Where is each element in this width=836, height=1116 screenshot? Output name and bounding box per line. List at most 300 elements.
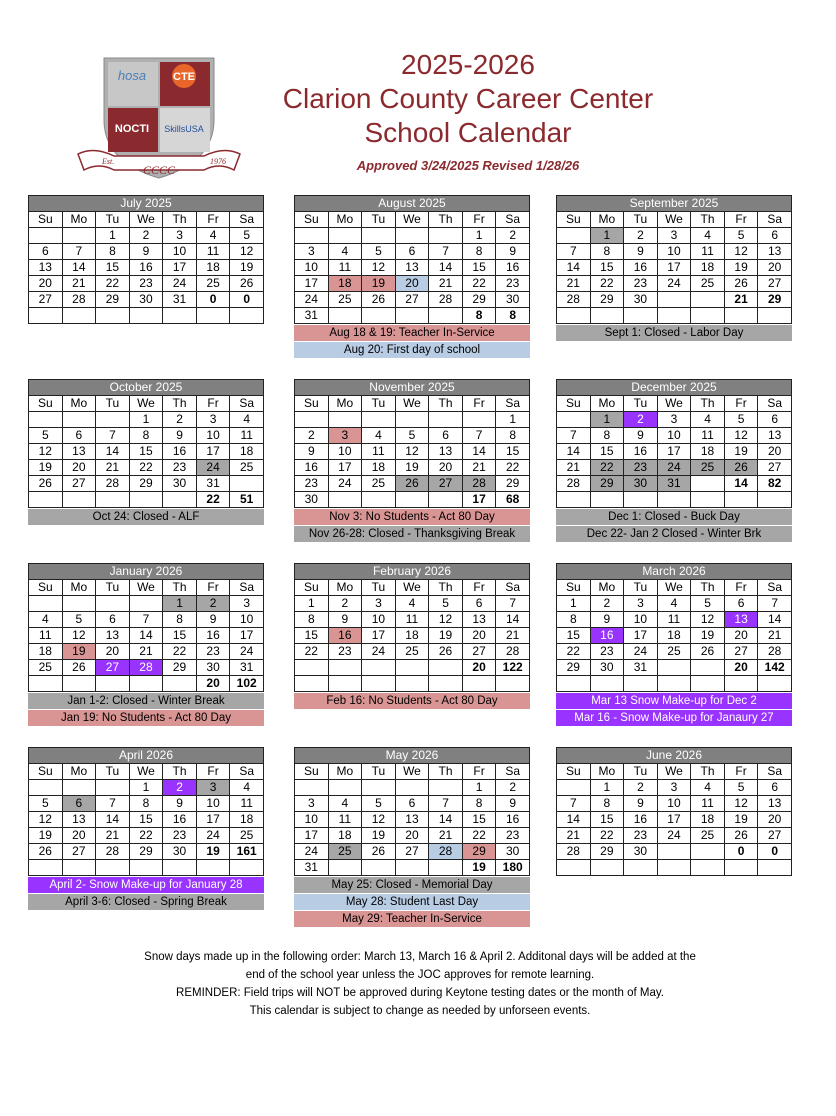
week-row [29, 492, 264, 508]
month-title: March 2026 [556, 563, 792, 579]
empty-cell [691, 492, 725, 508]
day-cell: 5 [362, 244, 396, 260]
day-cell: 13 [462, 612, 496, 628]
month-grid [28, 579, 264, 692]
day-cell: 6 [758, 780, 792, 796]
empty-cell [29, 228, 63, 244]
calendar-title-block [268, 48, 668, 173]
day-cell: 21 [62, 276, 96, 292]
empty-cell [557, 780, 591, 796]
month-grid [556, 395, 792, 508]
day-cell: 4 [29, 612, 63, 628]
empty-cell [395, 860, 429, 876]
weekday-header: Tu [624, 212, 658, 228]
empty-cell [657, 308, 691, 324]
cumulative-day-total: 0 [758, 844, 792, 860]
day-cell: 22 [295, 644, 329, 660]
day-cell: 15 [496, 444, 530, 460]
week-row [557, 260, 792, 276]
week-row [557, 796, 792, 812]
day-cell: 29 [96, 292, 130, 308]
event-note: Aug 20: First day of school [294, 342, 530, 358]
empty-cell [96, 596, 130, 612]
week-row [295, 660, 530, 676]
day-cell: 26 [395, 476, 429, 492]
day-cell: 8 [590, 428, 624, 444]
week-row [29, 276, 264, 292]
day-cell: 2 [624, 780, 658, 796]
week-row [557, 780, 792, 796]
week-row [29, 476, 264, 492]
day-cell: 13 [96, 628, 130, 644]
footer-line-1: Snow days made up in the following order: March 13, March 16 & April 2. Additonal days will be added at the [144, 951, 696, 963]
day-cell: 13 [429, 444, 463, 460]
day-cell: 29 [590, 292, 624, 308]
day-cell: 16 [163, 444, 197, 460]
empty-cell [691, 292, 725, 308]
week-row [29, 428, 264, 444]
month-title: November 2025 [294, 379, 530, 395]
day-cell: 13 [395, 812, 429, 828]
week-row [295, 676, 530, 692]
day-cell: 20 [62, 828, 96, 844]
day-cell: 7 [429, 796, 463, 812]
weekday-header: Fr [724, 580, 758, 596]
month-grid [28, 763, 264, 876]
day-cell: 1 [590, 228, 624, 244]
day-cell: 22 [590, 828, 624, 844]
day-cell: 20 [462, 628, 496, 644]
day-cell: 25 [230, 828, 264, 844]
day-cell: 27 [62, 844, 96, 860]
day-cell: 14 [129, 628, 163, 644]
day-cell: 11 [395, 612, 429, 628]
month-grid [294, 395, 530, 508]
empty-cell [62, 676, 96, 692]
empty-cell [328, 308, 362, 324]
empty-cell [624, 860, 658, 876]
day-cell: 4 [395, 596, 429, 612]
day-cell: 8 [96, 244, 130, 260]
day-cell: 17 [295, 276, 329, 292]
weekday-header: Th [691, 396, 725, 412]
month-title: June 2026 [556, 747, 792, 763]
week-row [557, 276, 792, 292]
week-row [557, 860, 792, 876]
empty-cell [29, 860, 63, 876]
weekday-header: Mo [62, 764, 96, 780]
day-cell: 4 [196, 228, 230, 244]
week-row [29, 676, 264, 692]
week-row [557, 292, 792, 308]
day-cell: 7 [62, 244, 96, 260]
day-cell: 21 [429, 276, 463, 292]
day-cell: 7 [557, 428, 591, 444]
day-cell: 17 [624, 628, 658, 644]
day-cell: 17 [163, 260, 197, 276]
event-note: April 3-6: Closed - Spring Break [28, 894, 264, 910]
day-cell: 10 [295, 260, 329, 276]
weekday-header: Fr [724, 212, 758, 228]
weekday-header: Fr [196, 580, 230, 596]
empty-cell [96, 492, 130, 508]
day-cell: 8 [496, 428, 530, 444]
day-cell: 11 [328, 812, 362, 828]
month-grid [556, 211, 792, 324]
month-day-total: 14 [724, 476, 758, 492]
empty-cell [328, 228, 362, 244]
empty-cell [691, 860, 725, 876]
day-cell: 23 [624, 460, 658, 476]
empty-cell [462, 412, 496, 428]
day-cell: 25 [362, 476, 396, 492]
day-cell: 18 [362, 460, 396, 476]
day-cell: 15 [129, 812, 163, 828]
day-cell: 13 [758, 428, 792, 444]
empty-cell [624, 676, 658, 692]
day-cell: 11 [196, 244, 230, 260]
day-cell: 16 [624, 812, 658, 828]
weekday-header: We [657, 580, 691, 596]
day-cell: 5 [362, 796, 396, 812]
weekday-header: Mo [62, 580, 96, 596]
empty-cell [129, 308, 163, 324]
empty-cell [96, 780, 130, 796]
school-name: Clarion County Career Center [282, 83, 654, 114]
empty-cell [362, 780, 396, 796]
day-cell: 30 [163, 844, 197, 860]
empty-cell [129, 860, 163, 876]
empty-cell [758, 492, 792, 508]
empty-cell [590, 492, 624, 508]
weekday-header: Sa [758, 764, 792, 780]
day-cell: 6 [429, 428, 463, 444]
day-cell: 16 [163, 812, 197, 828]
day-cell: 27 [758, 460, 792, 476]
week-row [557, 660, 792, 676]
day-cell: 26 [724, 460, 758, 476]
day-cell: 1 [557, 596, 591, 612]
empty-cell [691, 308, 725, 324]
day-cell: 28 [557, 476, 591, 492]
year-title: 2025-2026 [401, 49, 535, 80]
cumulative-day-total: 180 [496, 860, 530, 876]
empty-cell [557, 228, 591, 244]
day-cell: 12 [362, 812, 396, 828]
weekday-header: Th [429, 580, 463, 596]
day-cell: 23 [496, 828, 530, 844]
event-note: Aug 18 & 19: Teacher In-Service [294, 325, 530, 341]
day-cell: 12 [429, 612, 463, 628]
week-row [557, 244, 792, 260]
empty-cell [395, 780, 429, 796]
day-cell: 24 [328, 476, 362, 492]
day-cell: 28 [496, 644, 530, 660]
empty-cell [96, 676, 130, 692]
day-cell: 4 [657, 596, 691, 612]
day-cell: 12 [724, 796, 758, 812]
day-cell: 4 [328, 244, 362, 260]
weekday-header: Su [29, 212, 63, 228]
day-cell: 16 [496, 260, 530, 276]
day-cell: 9 [163, 796, 197, 812]
weekday-header: Th [163, 212, 197, 228]
week-row [557, 428, 792, 444]
day-cell: 12 [29, 444, 63, 460]
day-cell: 15 [129, 444, 163, 460]
day-cell: 22 [462, 828, 496, 844]
footer-line-4: This calendar is subject to change as needed by unforseen events. [249, 1005, 591, 1017]
day-cell: 18 [196, 260, 230, 276]
day-cell: 20 [395, 276, 429, 292]
day-cell: 13 [724, 612, 758, 628]
empty-cell [590, 308, 624, 324]
weekday-header: Sa [496, 764, 530, 780]
empty-cell [429, 676, 463, 692]
weekday-header: We [129, 580, 163, 596]
day-cell: 20 [29, 276, 63, 292]
day-cell: 26 [362, 292, 396, 308]
week-row [295, 780, 530, 796]
day-cell: 12 [62, 628, 96, 644]
month-grid [28, 395, 264, 508]
weekday-header: Su [29, 396, 63, 412]
day-cell: 1 [496, 412, 530, 428]
day-cell: 21 [496, 628, 530, 644]
week-row [557, 596, 792, 612]
day-cell: 8 [462, 244, 496, 260]
month-title: December 2025 [556, 379, 792, 395]
day-cell: 3 [362, 596, 396, 612]
day-cell: 8 [295, 612, 329, 628]
weekday-header: Th [691, 212, 725, 228]
day-cell: 4 [691, 412, 725, 428]
month-march-2026 [556, 563, 792, 726]
footer-line-3: REMINDER: Field trips will NOT be approved during Keytone testing dates or the month of May. [176, 987, 664, 999]
empty-cell [62, 308, 96, 324]
week-row [29, 828, 264, 844]
day-cell: 12 [362, 260, 396, 276]
weekday-header: We [395, 764, 429, 780]
logo-banner: CCCC [142, 163, 176, 177]
day-cell: 7 [429, 244, 463, 260]
cumulative-day-total: 161 [230, 844, 264, 860]
week-row [557, 412, 792, 428]
weekday-header: We [395, 580, 429, 596]
month-day-total: 20 [196, 676, 230, 692]
empty-cell [557, 412, 591, 428]
week-row [295, 612, 530, 628]
day-cell: 3 [230, 596, 264, 612]
day-cell: 14 [429, 260, 463, 276]
day-cell: 27 [62, 476, 96, 492]
day-cell: 2 [496, 780, 530, 796]
day-cell: 15 [462, 812, 496, 828]
weekday-header: Mo [328, 580, 362, 596]
day-cell: 1 [295, 596, 329, 612]
empty-cell [724, 676, 758, 692]
month-day-total: 19 [196, 844, 230, 860]
day-cell: 14 [96, 444, 130, 460]
empty-cell [590, 676, 624, 692]
day-cell: 22 [557, 644, 591, 660]
empty-cell [724, 492, 758, 508]
day-cell: 30 [295, 492, 329, 508]
empty-cell [196, 860, 230, 876]
month-grid [294, 763, 530, 876]
weekday-header: Sa [230, 212, 264, 228]
day-cell: 26 [62, 660, 96, 676]
empty-cell [557, 676, 591, 692]
day-cell: 27 [758, 828, 792, 844]
day-cell: 4 [691, 780, 725, 796]
empty-cell [362, 228, 396, 244]
day-cell: 3 [328, 428, 362, 444]
day-cell: 2 [496, 228, 530, 244]
day-cell: 18 [691, 260, 725, 276]
day-cell: 15 [462, 260, 496, 276]
empty-cell [328, 412, 362, 428]
empty-cell [62, 492, 96, 508]
empty-cell [62, 412, 96, 428]
day-cell: 13 [62, 812, 96, 828]
day-cell: 19 [429, 628, 463, 644]
month-may-2026 [294, 747, 530, 927]
empty-cell [362, 412, 396, 428]
day-cell: 17 [657, 260, 691, 276]
week-row [557, 476, 792, 492]
day-cell: 2 [328, 596, 362, 612]
event-note: Feb 16: No Students - Act 80 Day [294, 693, 530, 709]
day-cell: 29 [163, 660, 197, 676]
day-cell: 26 [362, 844, 396, 860]
day-cell: 2 [129, 228, 163, 244]
week-row [295, 628, 530, 644]
day-cell: 8 [129, 428, 163, 444]
day-cell: 25 [196, 276, 230, 292]
weekday-header: Su [29, 580, 63, 596]
day-cell: 31 [624, 660, 658, 676]
empty-cell [691, 476, 725, 492]
day-cell: 14 [557, 260, 591, 276]
week-row [295, 308, 530, 324]
day-cell: 29 [462, 844, 496, 860]
day-cell: 9 [590, 612, 624, 628]
day-cell: 5 [29, 428, 63, 444]
month-day-total: 17 [462, 492, 496, 508]
day-cell: 11 [691, 244, 725, 260]
month-grid [28, 211, 264, 324]
week-row [29, 796, 264, 812]
cumulative-day-total: 102 [230, 676, 264, 692]
day-cell: 24 [230, 644, 264, 660]
day-cell: 20 [62, 460, 96, 476]
day-cell: 28 [758, 644, 792, 660]
day-cell: 31 [196, 476, 230, 492]
week-row [557, 460, 792, 476]
day-cell: 18 [230, 812, 264, 828]
day-cell: 12 [724, 428, 758, 444]
week-row [29, 260, 264, 276]
event-note: Jan 1-2: Closed - Winter Break [28, 693, 264, 709]
day-cell: 22 [590, 276, 624, 292]
week-row [29, 660, 264, 676]
day-cell: 11 [691, 796, 725, 812]
footer-notes [90, 948, 750, 1020]
empty-cell [29, 596, 63, 612]
day-cell: 22 [590, 460, 624, 476]
week-row [295, 796, 530, 812]
day-cell: 29 [129, 476, 163, 492]
day-cell: 24 [295, 844, 329, 860]
week-row [295, 812, 530, 828]
empty-cell [62, 780, 96, 796]
day-cell: 10 [230, 612, 264, 628]
weekday-header: Sa [758, 212, 792, 228]
day-cell: 24 [362, 644, 396, 660]
week-row [29, 444, 264, 460]
day-cell: 3 [657, 228, 691, 244]
day-cell: 18 [657, 628, 691, 644]
month-february-2026 [294, 563, 530, 709]
day-cell: 10 [624, 612, 658, 628]
empty-cell [362, 676, 396, 692]
day-cell: 28 [62, 292, 96, 308]
day-cell: 27 [395, 292, 429, 308]
day-cell: 23 [129, 276, 163, 292]
empty-cell [29, 308, 63, 324]
day-cell: 18 [29, 644, 63, 660]
weekday-header: Sa [758, 580, 792, 596]
day-cell: 9 [624, 796, 658, 812]
day-cell: 20 [724, 628, 758, 644]
empty-cell [295, 412, 329, 428]
weekday-header: Tu [624, 580, 658, 596]
week-row [29, 644, 264, 660]
month-day-total: 21 [724, 292, 758, 308]
weekday-header: Tu [362, 212, 396, 228]
empty-cell [163, 676, 197, 692]
empty-cell [362, 660, 396, 676]
day-cell: 21 [557, 828, 591, 844]
empty-cell [395, 308, 429, 324]
day-cell: 5 [395, 428, 429, 444]
day-cell: 8 [590, 244, 624, 260]
footer-line-2: end of the school year unless the JOC approves for remote learning. [245, 969, 595, 981]
week-row [557, 676, 792, 692]
day-cell: 20 [758, 260, 792, 276]
empty-cell [657, 676, 691, 692]
empty-cell [163, 860, 197, 876]
day-cell: 13 [395, 260, 429, 276]
day-cell: 1 [462, 228, 496, 244]
day-cell: 11 [230, 796, 264, 812]
day-cell: 2 [196, 596, 230, 612]
week-row [29, 812, 264, 828]
week-row [295, 596, 530, 612]
empty-cell [163, 308, 197, 324]
day-cell: 20 [429, 460, 463, 476]
week-row [295, 412, 530, 428]
weekday-header: Su [557, 212, 591, 228]
empty-cell [96, 860, 130, 876]
empty-cell [429, 860, 463, 876]
day-cell: 14 [496, 612, 530, 628]
day-cell: 14 [429, 812, 463, 828]
day-cell: 24 [196, 460, 230, 476]
day-cell: 26 [230, 276, 264, 292]
day-cell: 28 [557, 844, 591, 860]
